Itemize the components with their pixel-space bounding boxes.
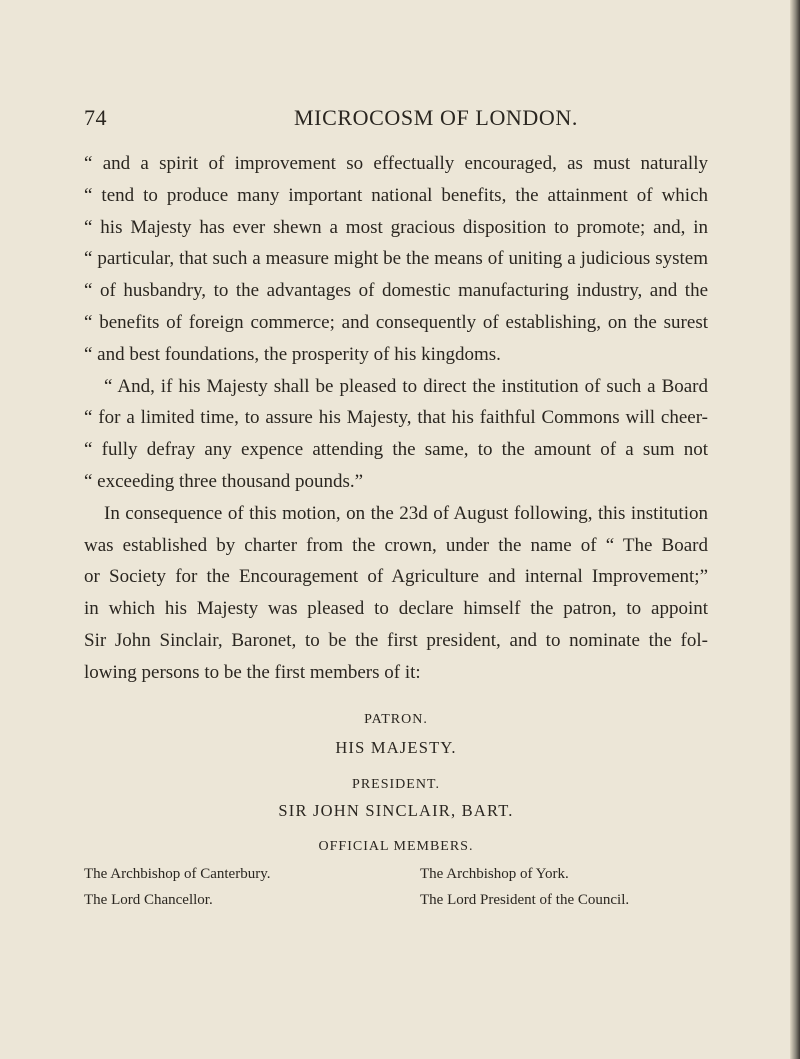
- text-line: in which his Majesty was pleased to declare himself the patron, to appoint: [84, 598, 708, 620]
- page-number: 74: [84, 105, 107, 130]
- member-entry: The Lord Chancellor.: [84, 892, 213, 908]
- text-line: “ fully defray any expence attending the same, to the amount of a sum not: [84, 439, 708, 461]
- text-line: or Society for the Encouragement of Agriculture and internal Improvement;”: [84, 566, 708, 588]
- member-entry: The Archbishop of Canterbury.: [84, 866, 271, 882]
- text-line: In consequence of this motion, on the 23d of August following, this institution: [104, 502, 708, 524]
- text-line: “ for a limited time, to assure his Majesty, that his faithful Commons will cheer-: [84, 407, 708, 429]
- patron-heading: PATRON.: [364, 712, 428, 727]
- text-line: was established by charter from the crown, under the name of “ The Board: [84, 534, 708, 556]
- page-edge-shadow: [790, 0, 800, 1059]
- text-line: “ his Majesty has ever shewn a most gracious disposition to promote; and, in: [84, 216, 708, 238]
- page-header: [84, 105, 708, 135]
- text-line: “ of husbandry, to the advantages of domestic manufacturing industry, and the: [84, 280, 708, 302]
- running-title: MICROCOSM OF LONDON.: [294, 105, 578, 130]
- text-line: “ and best foundations, the prosperity of his kingdoms.: [84, 343, 501, 365]
- members-left-column: [84, 861, 270, 913]
- text-line: “ And, if his Majesty shall be pleased to direct the institution of such a Board: [104, 375, 708, 397]
- text-line: “ tend to produce many important national benefits, the attainment of which: [84, 184, 708, 206]
- president-name: SIR JOHN SINCLAIR, BART.: [278, 801, 514, 820]
- president-heading: PRESIDENT.: [352, 777, 440, 792]
- text-line: “ benefits of foreign commerce; and consequently of establishing, on the surest: [84, 311, 708, 333]
- text-line: “ and a spirit of improvement so effectually encouraged, as must naturally: [84, 153, 708, 174]
- member-entry: The Lord President of the Council.: [420, 892, 630, 908]
- patron-name: HIS MAJESTY.: [335, 738, 457, 757]
- text-line: Sir John Sinclair, Baronet, to be the first president, and to nominate the fol-: [84, 629, 708, 651]
- text-line: lowing persons to be the first members of it:: [84, 661, 421, 683]
- official-members-heading: OFFICIAL MEMBERS.: [318, 839, 474, 854]
- members-right-column: [420, 861, 629, 913]
- member-entry: The Archbishop of York.: [420, 866, 569, 882]
- text-line: “ particular, that such a measure might be the means of uniting a judicious system: [84, 248, 708, 270]
- text-line: “ exceeding three thousand pounds.”: [84, 470, 364, 492]
- body-text: [84, 148, 708, 689]
